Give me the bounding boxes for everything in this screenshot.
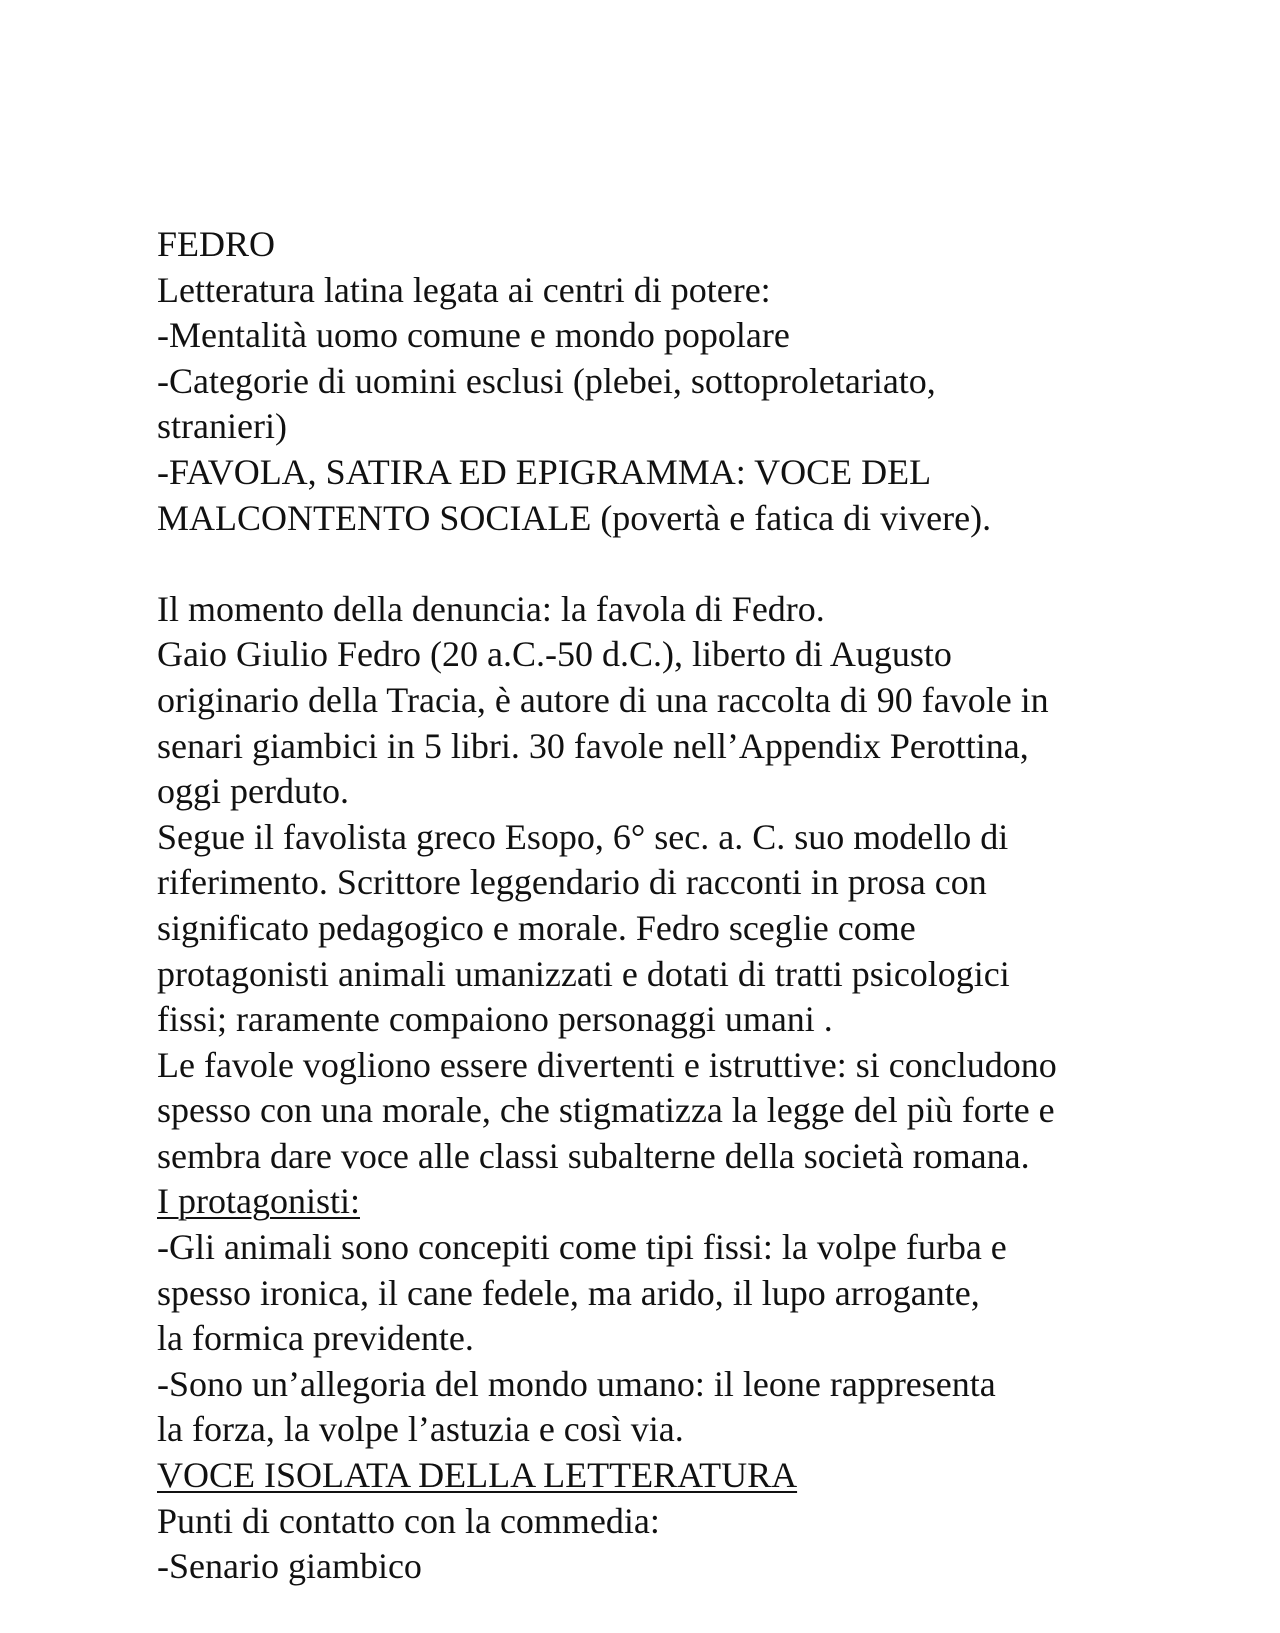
text-line: stranieri) — [157, 406, 287, 447]
text-line: riferimento. Scrittore leggendario di racconti in prosa con — [157, 862, 987, 903]
text-line: significato pedagogico e morale. Fedro sceglie come — [157, 907, 916, 948]
text-line: -Categorie di uomini esclusi (plebei, sottoproletariato, — [157, 360, 936, 401]
text-line: oggi perduto. — [157, 771, 349, 812]
text-line: Gaio Giulio Fedro (20 a.C.-50 d.C.), liberto di Augusto — [157, 634, 952, 675]
text-line: sembra dare voce alle classi subalterne della società romana. — [157, 1135, 1030, 1176]
protagonisti-heading — [157, 1179, 1157, 1225]
text-line: Letteratura latina legata ai centri di potere: — [157, 269, 771, 310]
text-line: -Gli animali sono concepiti come tipi fissi: la volpe furba e — [157, 1227, 1007, 1268]
text-line: MALCONTENTO SOCIALE (povertà e fatica di vivere). — [157, 497, 992, 538]
text-line: la forza, la volpe l’astuzia e così via. — [157, 1409, 684, 1450]
blank-line — [157, 541, 1157, 587]
text-line: la formica previdente. — [157, 1318, 474, 1359]
text-line: originario della Tracia, è autore di una raccolta di 90 favole in — [157, 679, 1049, 720]
text-line: senari giambici in 5 libri. 30 favole nell’Appendix Perottina, — [157, 725, 1029, 766]
document-page — [157, 222, 1157, 1590]
text-line: -Mentalità uomo comune e mondo popolare — [157, 315, 790, 356]
text-line: spesso con una morale, che stigmatizza la legge del più forte e — [157, 1090, 1055, 1131]
text-line: Punti di contatto con la commedia: — [157, 1500, 660, 1541]
section-heading: Il momento della denuncia: la favola di Fedro. — [157, 588, 825, 629]
voce-heading-text: VOCE ISOLATA DELLA LETTERATURA — [157, 1455, 798, 1496]
text-line: -Senario giambico — [157, 1546, 422, 1587]
text-line: -Sono un’allegoria del mondo umano: il leone rappresenta — [157, 1363, 996, 1404]
text-line: -FAVOLA, SATIRA ED EPIGRAMMA: VOCE DEL — [157, 451, 932, 492]
text-line: spesso ironica, il cane fedele, ma arido, il lupo arrogante, — [157, 1272, 980, 1313]
text-line: protagonisti animali umanizzati e dotati di tratti psicologici — [157, 953, 1010, 994]
protagonisti-heading-text: I protagonisti: — [157, 1181, 360, 1222]
document-title: FEDRO — [157, 224, 276, 264]
text-line: Segue il favolista greco Esopo, 6° sec. a. C. suo modello di — [157, 816, 1009, 857]
voce-heading — [157, 1453, 1157, 1499]
text-line: Le favole vogliono essere divertenti e istruttive: si concludono — [157, 1044, 1057, 1085]
text-line: fissi; raramente compaiono personaggi umani . — [157, 999, 833, 1040]
